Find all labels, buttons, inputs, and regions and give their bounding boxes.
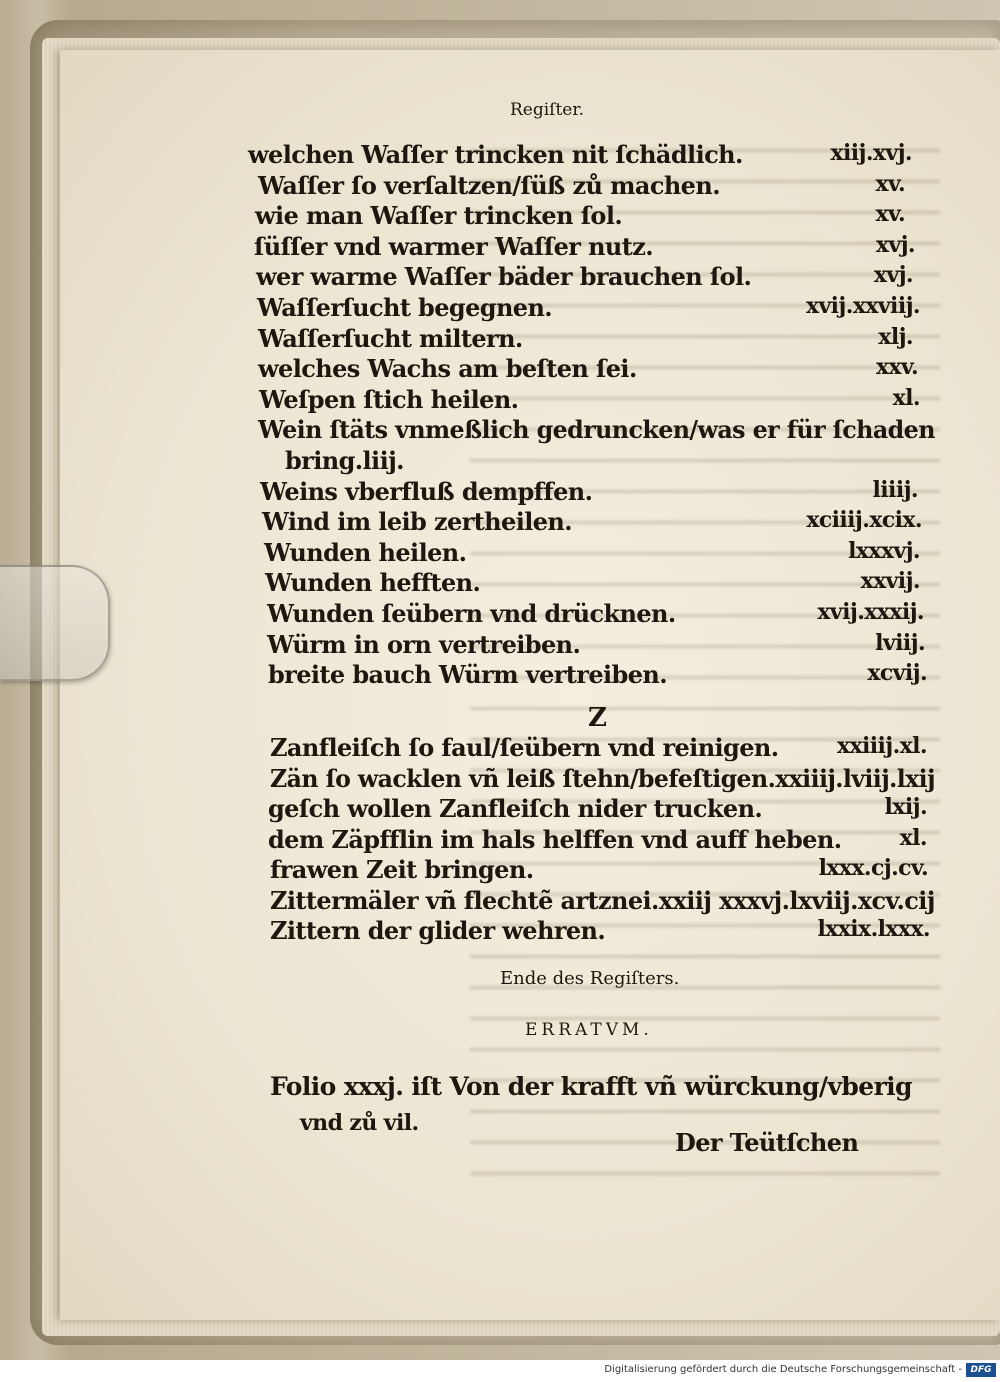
register-row bbox=[0, 201, 1000, 231]
register-row bbox=[0, 916, 1000, 946]
register-entry-text: Zittermäler vñ flechtẽ artznei.xxiij xxxvj.lxviij.xcv.cij bbox=[270, 885, 935, 915]
register-entry-text: Weſpen ſtich heilen. bbox=[259, 384, 519, 414]
register-row bbox=[0, 886, 1000, 916]
register-entry-text: Wein ſtäts vnmeßlich gedruncken/was er für ſchaden bbox=[258, 415, 935, 445]
register-row bbox=[0, 794, 1000, 824]
register-entry-folio: xvij.xxviij. bbox=[805, 293, 920, 319]
register-entry-text: Waſſerſucht begegnen. bbox=[257, 293, 553, 322]
register-entry-folio: lxxx.cj.cv. bbox=[818, 855, 928, 881]
register-row bbox=[0, 599, 1000, 629]
register-row bbox=[0, 354, 1000, 384]
register-row bbox=[0, 477, 1000, 507]
catchword: Der Teütſchen bbox=[675, 1128, 859, 1157]
running-head: Regiſter. bbox=[510, 100, 585, 120]
register-entry-text: dem Zäpfflin im hals helffen vnd auff heben. bbox=[268, 824, 842, 854]
register-entry-folio: lxij. bbox=[884, 794, 927, 820]
register-entry-folio: xvj. bbox=[875, 231, 915, 258]
register-entry-text: Weins vberfluß dempffen. bbox=[260, 476, 593, 506]
digitization-footer bbox=[0, 1360, 1000, 1382]
register-entry-text: bring.liij. bbox=[285, 446, 404, 475]
register-entry-folio: xv. bbox=[875, 170, 905, 197]
register-row bbox=[0, 630, 1000, 660]
erratum-heading: ERRATVM. bbox=[525, 1020, 653, 1040]
dfg-logo: DFG bbox=[966, 1363, 996, 1377]
register-entry-folio: xvj. bbox=[873, 262, 913, 289]
register-entry-text: frawen Zeit bringen. bbox=[270, 855, 534, 884]
register-entry-text: welches Wachs am beſten ſei. bbox=[258, 354, 637, 384]
register-entry-folio: xlj. bbox=[878, 323, 913, 350]
register-entry-text: Zanfleiſch ſo faul/ſeübern vnd reinigen. bbox=[270, 733, 779, 762]
register-entry-text: Zittern der glider wehren. bbox=[270, 916, 606, 945]
register-row bbox=[0, 324, 1000, 354]
register-entry-folio: xiij.xvj. bbox=[830, 140, 912, 166]
register-row bbox=[0, 385, 1000, 415]
footer-credit: Digitalisierung gefördert durch die Deutsche Forschungsgemeinschaft - bbox=[604, 1364, 962, 1375]
register-entry-folio: xxiiij.xl. bbox=[836, 733, 927, 759]
section-letter: Z bbox=[588, 703, 607, 733]
register-entry-text: geſch wollen Zanfleiſch nider trucken. bbox=[268, 794, 763, 823]
register-row bbox=[0, 660, 1000, 690]
register-entry-folio: xvij.xxxij. bbox=[817, 599, 924, 625]
register-entry-text: wer warme Waſſer bäder brauchen ſol. bbox=[256, 262, 752, 292]
register-entry-folio: xciiij.xcix. bbox=[806, 507, 922, 534]
erratum-line-1: Folio xxxj. iſt Von der krafft vñ würckung/vberig bbox=[270, 1072, 912, 1101]
register-entry-folio: lxxxvj. bbox=[848, 537, 920, 564]
erratum-line-2: vnd zů vil. bbox=[300, 1110, 419, 1136]
register-entry-folio: xl. bbox=[892, 384, 920, 411]
register-row bbox=[0, 825, 1000, 855]
register-entry-folio: lviij. bbox=[875, 629, 925, 656]
register-entry-text: Wunden hefften. bbox=[265, 568, 481, 598]
register-end: Ende des Regiſters. bbox=[500, 968, 680, 989]
register-entry-text: Würm in orn vertreiben. bbox=[267, 629, 581, 659]
register-row bbox=[0, 415, 1000, 445]
register-row bbox=[0, 171, 1000, 201]
register-entry-folio: xcvij. bbox=[867, 660, 927, 687]
register-entry-text: welchen Waſſer trincken nit ſchädlich. bbox=[248, 140, 743, 169]
register-row bbox=[0, 293, 1000, 323]
register-row bbox=[0, 262, 1000, 292]
register-entry-text: Zän ſo wacklen vñ leiß ſtehn/befeſtigen.xxiiij.lviij.lxij bbox=[270, 763, 935, 793]
register-row bbox=[0, 507, 1000, 537]
register-entry-folio: liiij. bbox=[872, 476, 918, 503]
register-entry-text: Wind im leib zertheilen. bbox=[262, 507, 572, 537]
register-entry-text: ſüſſer vnd warmer Waſſer nutz. bbox=[254, 231, 654, 261]
register-entry-folio: xxv. bbox=[875, 354, 918, 381]
register-entry-text: breite bauch Würm vertreiben. bbox=[268, 660, 667, 690]
register-row bbox=[0, 733, 1000, 763]
register-row bbox=[0, 232, 1000, 262]
register-entry-text: Waſſer ſo verſaltzen/ſüß zů machen. bbox=[258, 170, 720, 200]
register-entry-folio: lxxix.lxxx. bbox=[817, 916, 930, 942]
register-row bbox=[0, 538, 1000, 568]
register-row bbox=[0, 568, 1000, 598]
register-row bbox=[0, 855, 1000, 885]
register-entry-folio: xxvij. bbox=[860, 568, 920, 595]
register-entry-text: Wunden heilen. bbox=[264, 537, 467, 567]
register-row bbox=[0, 446, 1000, 476]
register-row bbox=[0, 764, 1000, 794]
register-row bbox=[0, 140, 1000, 170]
register-entry-folio: xv. bbox=[875, 201, 905, 228]
register-entry-folio: xl. bbox=[899, 824, 927, 851]
register-entry-text: Waſſerſucht miltern. bbox=[258, 323, 523, 353]
register-entry-text: Wunden ſeübern vnd drücknen. bbox=[267, 599, 676, 628]
register-entry-text: wie man Waſſer trincken ſol. bbox=[255, 201, 623, 231]
